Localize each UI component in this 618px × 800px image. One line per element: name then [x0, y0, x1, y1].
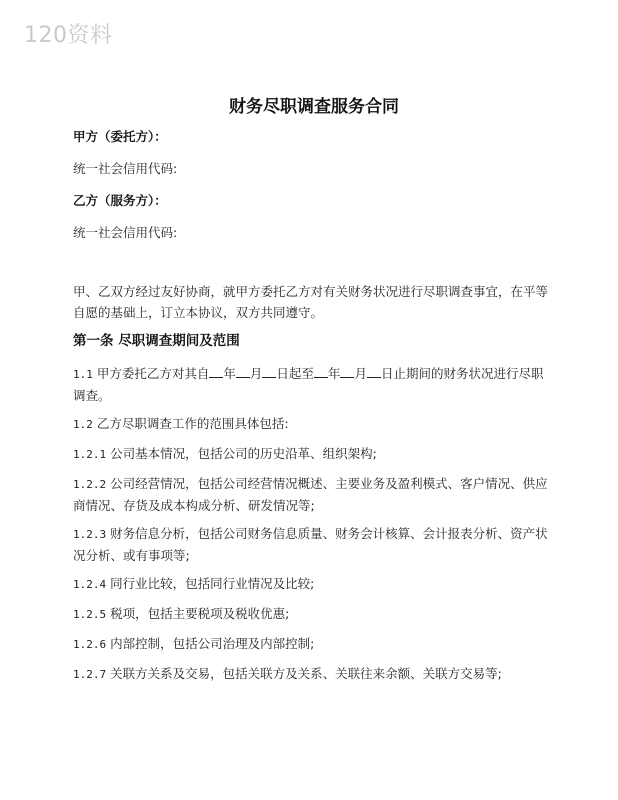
watermark: 120资料	[24, 23, 113, 48]
list-item	[73, 523, 555, 566]
list-item	[73, 473, 555, 516]
date-blank	[367, 363, 381, 378]
item-text: 财务信息分析，包括公司财务信息质量、财务会计核算、会计报表分析、资产状况分析、或有事项等;	[73, 526, 548, 563]
item-text: 税项，包括主要税项及税收优惠;	[110, 606, 290, 621]
item-number: 1.2.2	[73, 478, 107, 491]
clause-text: 年	[327, 366, 341, 381]
list-item	[73, 663, 555, 685]
date-blank	[209, 363, 223, 378]
clause-text: 月	[354, 366, 367, 381]
item-number: 1.2.5	[73, 608, 107, 621]
party-b-label: 乙方（服务方）：	[73, 193, 167, 208]
list-item	[73, 633, 555, 655]
item-number: 1.2.6	[73, 638, 107, 651]
date-blank	[236, 363, 250, 378]
clause-text: 年	[223, 366, 236, 381]
intro-paragraph: 甲、乙双方经过友好协商，就甲方委托乙方对有关财务状况进行尽职调查事宜，在平等自愿的基础上，订立本协议，双方共同遵守。	[73, 284, 549, 320]
party-a-label: 甲方（委托方）：	[73, 129, 167, 144]
clause-text: 甲方委托乙方对其自	[96, 366, 210, 381]
date-blank	[314, 363, 328, 378]
clause-number: 1.1	[73, 368, 93, 381]
list-item	[73, 603, 555, 625]
item-text: 同行业比较，包括同行业情况及比较;	[110, 576, 315, 591]
item-number: 1.2.7	[73, 668, 107, 681]
clause-text: 月	[249, 366, 263, 381]
date-blank	[340, 363, 354, 378]
clause-1-1	[73, 363, 555, 406]
party-b-credit-code: 统一社会信用代码:	[73, 225, 178, 240]
clause-number: 1.2	[73, 418, 93, 431]
item-number: 1.2.3	[73, 528, 107, 541]
item-text: 公司基本情况，包括公司的历史沿革、组织架构;	[110, 446, 377, 461]
clause-text: 乙方尽职调查工作的范围具体包括:	[96, 416, 289, 431]
list-item	[73, 443, 555, 465]
clause-text: 日止期间的财务状况进行尽职调查。	[73, 366, 544, 403]
item-number: 1.2.4	[73, 578, 107, 591]
clause-text: 日起至	[276, 366, 314, 381]
item-text: 关联方关系及交易，包括关联方及关系、关联往来余额、关联方交易等;	[110, 666, 502, 681]
clause-1-2	[73, 413, 555, 435]
item-text: 公司经营情况，包括公司经营情况概述、主要业务及盈利模式、客户情况、供应商情况、存货及成本构成分析、研发情况等;	[73, 476, 548, 513]
item-number: 1.2.1	[73, 448, 107, 461]
date-blank	[262, 363, 276, 378]
article-1-heading: 第一条 尽职调查期间及范围	[73, 333, 240, 349]
document-title: 财务尽职调查服务合同	[229, 97, 399, 117]
item-text: 内部控制，包括公司治理及内部控制;	[110, 636, 315, 651]
list-item	[73, 573, 555, 595]
party-a-credit-code: 统一社会信用代码:	[73, 161, 178, 176]
